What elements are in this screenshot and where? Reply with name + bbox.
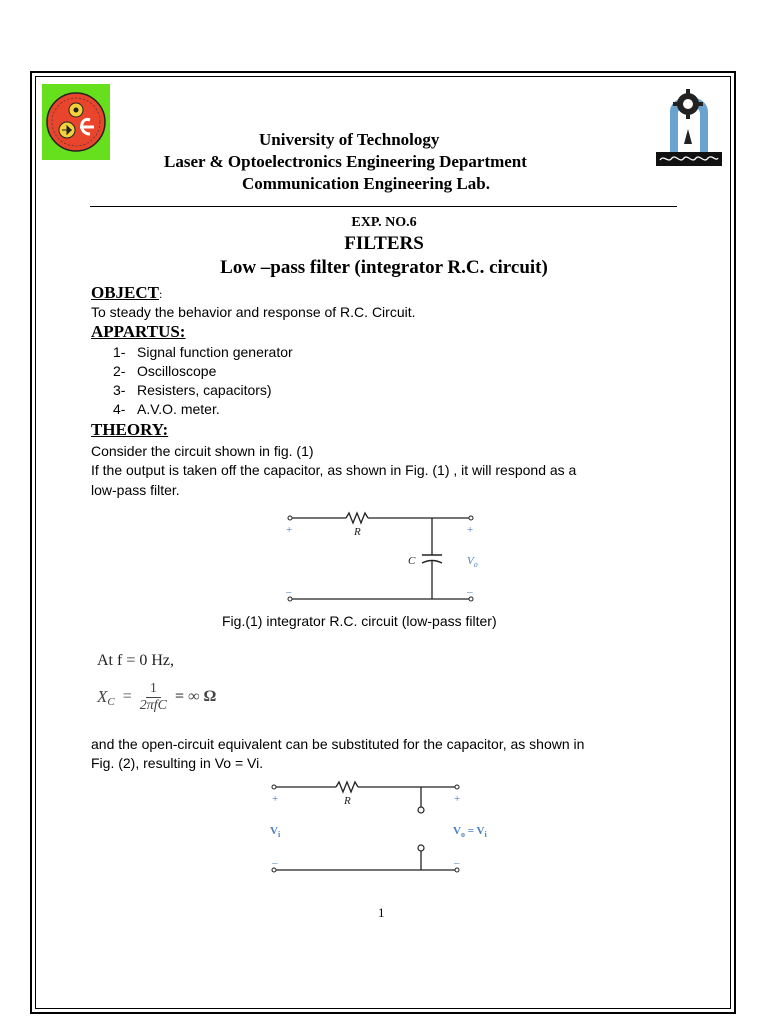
input-voltage-label: $V_i$	[270, 825, 281, 839]
minus-sign: –	[286, 586, 292, 598]
capacitor-label: C	[408, 555, 416, 567]
figure-1-circuit	[280, 505, 490, 605]
experiment-title: FILTERS	[344, 233, 424, 254]
header-rule	[90, 206, 677, 207]
university-logo	[654, 84, 724, 172]
list-item: 2- Oscilloscope	[113, 363, 217, 379]
theory-line-2: If the output is taken off the capacitor, as shown in Fig. (1) , it will respond as a	[91, 462, 577, 478]
page-number: 1	[378, 905, 385, 920]
lab-name: Communication Engineering Lab.	[242, 174, 490, 193]
object-heading: OBJECT	[91, 283, 160, 302]
list-item: 3- Resisters, capacitors)	[113, 382, 272, 398]
theory-line-4: and the open-circuit equivalent can be substituted for the capacitor, as shown in	[91, 736, 585, 752]
list-item: 1- Signal function generator	[113, 344, 293, 360]
department-logo	[42, 84, 110, 160]
minus-sign: –	[467, 586, 473, 598]
theory-heading: THEORY:	[91, 420, 169, 439]
fraction: 1 2πfC	[139, 680, 168, 713]
experiment-subtitle: Low –pass filter (integrator R.C. circuit)	[220, 257, 548, 278]
open-circuit-terminal	[418, 845, 424, 851]
experiment-number: EXP. NO.6	[351, 215, 417, 230]
reactance-formula: X C = 1 2πfC = ∞ Ω	[97, 680, 217, 713]
object-heading-line	[91, 283, 162, 303]
object-colon: :	[159, 287, 163, 301]
minus-sign: –	[454, 857, 460, 869]
figure-2-circuit	[264, 776, 487, 880]
theory-line-1: Consider the circuit shown in fig. (1)	[91, 443, 314, 459]
minus-sign: –	[272, 857, 278, 869]
output-voltage-label: $V_o = V_i$	[453, 825, 487, 839]
plus-sign: +	[286, 524, 293, 536]
list-item: 4- A.V.O. meter.	[113, 401, 220, 417]
plus-sign: +	[272, 793, 279, 805]
figure-1-caption: Fig.(1) integrator R.C. circuit (low-pass filter)	[222, 613, 497, 629]
resistor-symbol	[336, 782, 358, 792]
plus-sign: +	[467, 524, 474, 536]
output-voltage-label: $V_o$	[467, 555, 478, 569]
resistor-label: R	[354, 526, 361, 538]
resistor-symbol	[346, 513, 368, 523]
university-name: University of Technology	[259, 130, 440, 149]
object-text: To steady the behavior and response of R.C. Circuit.	[91, 304, 416, 320]
apparatus-list	[113, 343, 293, 419]
resistor-label: R	[344, 795, 351, 807]
open-circuit-terminal	[418, 807, 424, 813]
apparatus-heading: APPARTUS:	[91, 322, 186, 341]
theory-line-5: Fig. (2), resulting in Vo = Vi.	[91, 755, 264, 771]
plus-sign: +	[454, 793, 461, 805]
theory-line-3: low-pass filter.	[91, 482, 180, 498]
formula-condition: At f = 0 Hz,	[97, 652, 175, 669]
department-name: Laser & Optoelectronics Engineering Department	[164, 152, 527, 171]
